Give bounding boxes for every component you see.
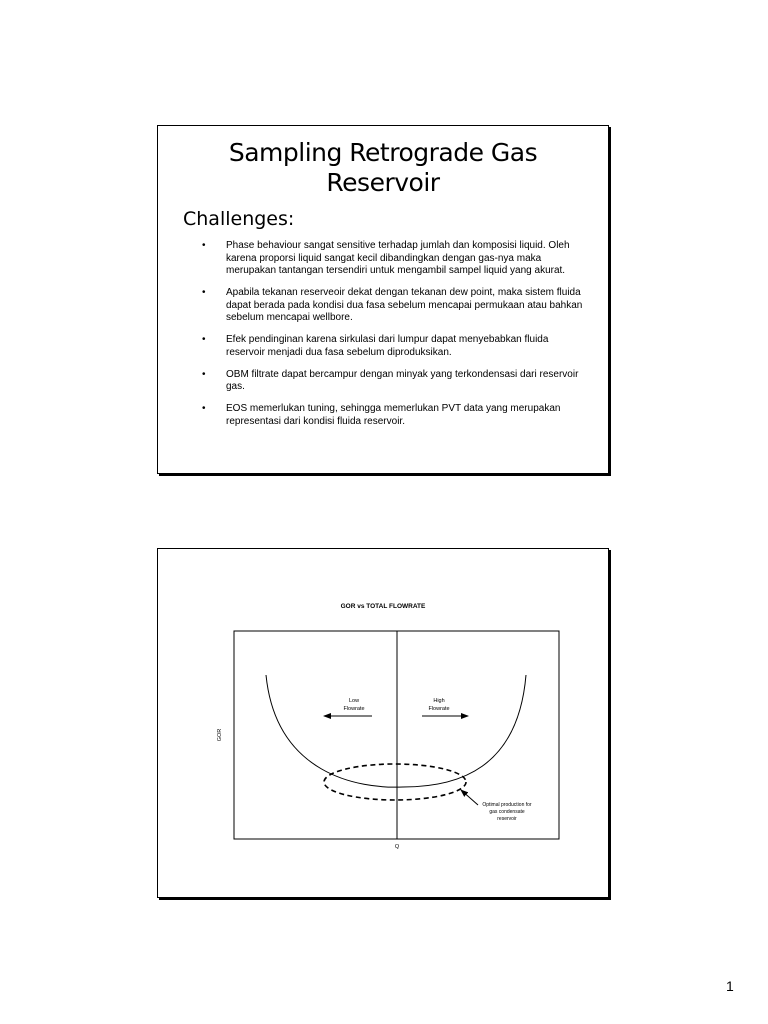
- slide-title-line2: Reservoir: [326, 168, 440, 197]
- bullet-item: [198, 287, 583, 325]
- chart-title: GOR vs TOTAL FLOWRATE: [340, 603, 426, 610]
- slide-title: [158, 138, 608, 198]
- x-axis-label: Q: [394, 844, 400, 850]
- bullet-text: Phase behaviour sangat sensitive terhadap jumlah dan komposisi liquid. Oleh karena proporsi liquid sangat kecil dibandingkan dengan gas-nya maka merupakan tantangan tersendiri untuk mengambil sampel liquid yang akurat.: [226, 240, 570, 276]
- high-flowrate-label-line1: High: [433, 698, 445, 704]
- bullet-marker: •: [202, 240, 206, 251]
- slide-challenges: [157, 125, 609, 474]
- low-flowrate-label-line1: Low: [348, 698, 360, 704]
- low-flowrate-label-line2: Flowrate: [343, 706, 365, 712]
- bullet-marker: •: [202, 287, 206, 298]
- note-line3: reservoir: [497, 816, 517, 822]
- bullet-text: OBM filtrate dapat bercampur dengan minyak yang terkondensasi dari reservoir gas.: [226, 368, 579, 392]
- note-arrow: [461, 790, 478, 805]
- page-number: 1: [726, 978, 734, 994]
- challenges-list: [198, 240, 583, 438]
- challenges-heading: Challenges:: [183, 208, 295, 230]
- bullet-marker: •: [202, 368, 206, 380]
- slide-gor-chart: [157, 548, 609, 898]
- note-line2: gas condensate: [489, 809, 525, 815]
- bullet-marker: •: [202, 334, 206, 345]
- bullet-text: EOS memerlukan tuning, sehingga memerlukan PVT data yang merupakan representasi dari kondisi fluida reservoir.: [226, 403, 561, 427]
- gor-curve: [266, 675, 526, 787]
- bullet-item: [198, 334, 583, 359]
- bullet-item: [198, 240, 583, 278]
- bullet-item: [198, 403, 583, 428]
- bullet-text: Apabila tekanan reserveoir dekat dengan tekanan dew point, maka sistem fluida dapat berada pada kondisi dua fasa sebelum mencapai permukaan atau bahkan sebelum mencapai wellbore.: [226, 287, 583, 323]
- gor-diagram: [158, 549, 608, 897]
- bullet-text: Efek pendinginan karena sirkulasi dari lumpur dapat menyebabkan fluida reservoir menjadi dua fasa sebelum diproduksikan.: [226, 334, 549, 358]
- note-line1: Optimal production for: [482, 802, 532, 808]
- bullet-marker: •: [202, 403, 206, 414]
- bullet-item: [198, 369, 583, 394]
- high-flowrate-label-line2: Flowrate: [428, 706, 450, 712]
- y-axis-label: GOR: [217, 728, 223, 742]
- slide-title-line1: Sampling Retrograde Gas: [228, 138, 538, 167]
- optimal-region-ellipse: [324, 764, 466, 800]
